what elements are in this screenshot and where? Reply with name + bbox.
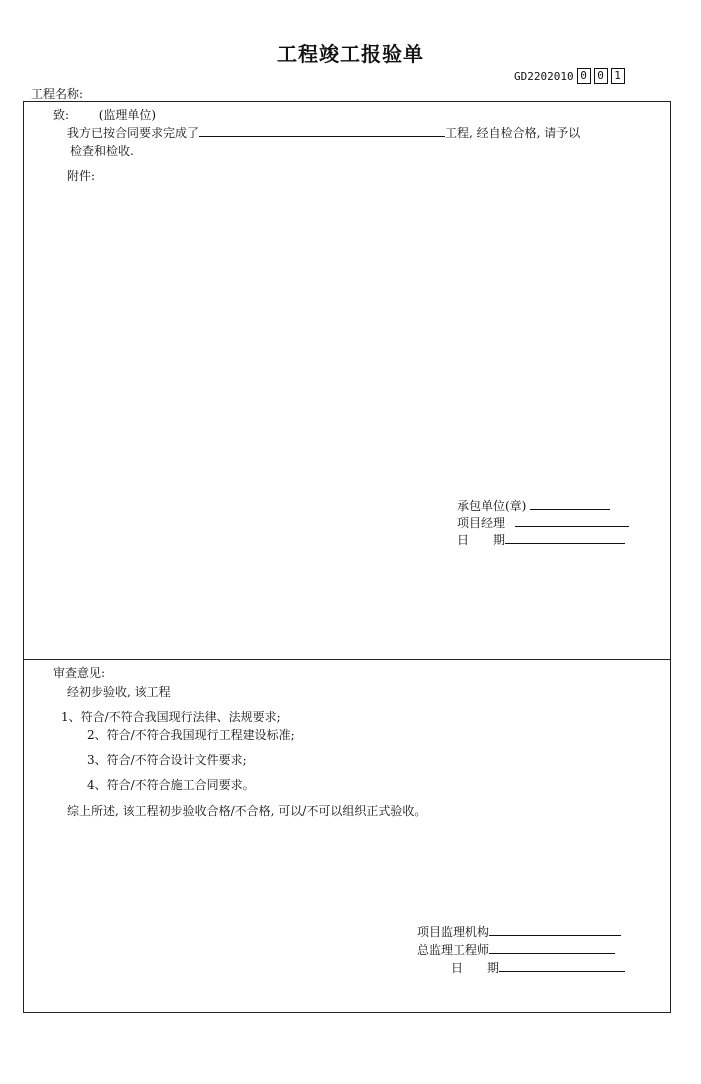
statement-line-2: 检查和检收. bbox=[70, 144, 134, 158]
contractor-field[interactable] bbox=[530, 497, 610, 510]
chief-field[interactable] bbox=[489, 941, 615, 954]
contractor-label: 承包单位(章) bbox=[457, 499, 527, 513]
chief-label: 总监理工程师 bbox=[417, 943, 490, 957]
form-frame bbox=[23, 101, 671, 1013]
top-date-row bbox=[457, 531, 625, 548]
form-title: 工程竣工报验单 bbox=[277, 42, 424, 66]
contractor-signature-row bbox=[457, 497, 610, 514]
section-divider bbox=[23, 659, 670, 660]
top-date-label: 日 期 bbox=[457, 533, 506, 547]
review-date-row bbox=[451, 959, 625, 976]
statement-line-1 bbox=[67, 124, 580, 141]
review-intro: 经初步验收, 该工程 bbox=[67, 685, 171, 699]
org-signature-row bbox=[417, 923, 621, 940]
attachment-label: 附件: bbox=[67, 169, 96, 183]
review-item-3: 3、符合/不符合设计文件要求; bbox=[87, 753, 247, 767]
manager-label: 项目经理 bbox=[457, 516, 506, 530]
review-item-1: 1、符合/不符合我国现行法律、法规要求; bbox=[61, 710, 281, 724]
manager-field[interactable] bbox=[515, 514, 629, 527]
top-date-field[interactable] bbox=[505, 531, 625, 544]
review-item-4: 4、符合/不符合施工合同要求。 bbox=[87, 778, 255, 792]
review-conclusion: 综上所述, 该工程初步验收合格/不合格, 可以/不可以组织正式验收。 bbox=[67, 804, 427, 818]
supervision-unit-field[interactable]: (监理单位) bbox=[98, 108, 157, 122]
org-label: 项目监理机构 bbox=[417, 925, 490, 939]
review-date-label: 日 期 bbox=[451, 961, 500, 975]
project-name-label: 工程名称: bbox=[31, 87, 84, 101]
completed-project-field[interactable] bbox=[199, 124, 445, 137]
chief-signature-row bbox=[417, 941, 615, 958]
form-code-digit-2[interactable]: 0 bbox=[594, 68, 608, 84]
statement-post: 工程, 经自检合格, 请予以 bbox=[445, 126, 581, 140]
form-code-prefix: GD2202010 bbox=[514, 69, 574, 83]
to-label: 致: bbox=[53, 108, 70, 122]
form-code-digit-3[interactable]: 1 bbox=[611, 68, 625, 84]
review-item-2: 2、符合/不符合我国现行工程建设标准; bbox=[87, 728, 295, 742]
manager-signature-row bbox=[457, 514, 629, 531]
org-field[interactable] bbox=[489, 923, 621, 936]
form-code bbox=[514, 68, 625, 84]
review-heading: 审查意见: bbox=[53, 666, 106, 680]
form-code-digit-1[interactable]: 0 bbox=[577, 68, 591, 84]
addressee-line bbox=[53, 106, 156, 123]
review-date-field[interactable] bbox=[499, 959, 625, 972]
statement-pre: 我方已按合同要求完成了 bbox=[67, 126, 200, 140]
